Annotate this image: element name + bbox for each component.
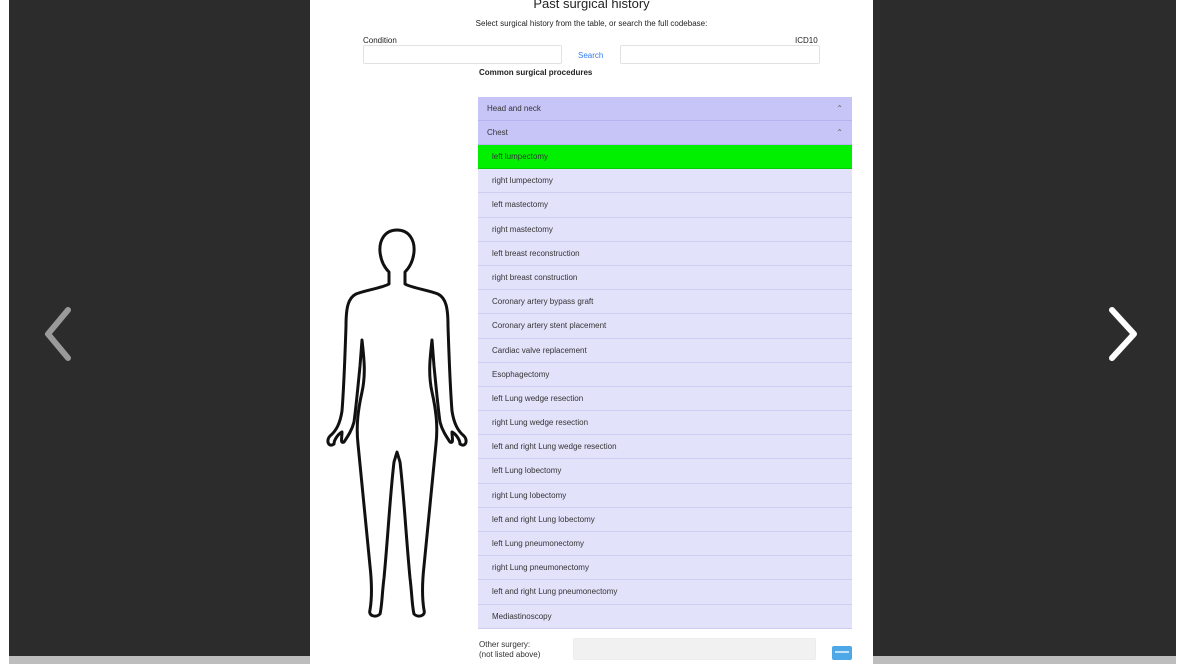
page-title: Past surgical history bbox=[533, 0, 650, 11]
procedure-item[interactable]: Esophagectomy bbox=[478, 363, 852, 387]
other-surgery-label-line1: Other surgery: bbox=[479, 640, 531, 649]
procedure-item[interactable]: left Lung wedge resection bbox=[478, 387, 852, 411]
procedure-item[interactable]: Cardiac valve replacement bbox=[478, 339, 852, 363]
category-head-and-neck[interactable] bbox=[478, 97, 852, 121]
procedure-item[interactable]: Coronary artery bypass graft bbox=[478, 290, 852, 314]
common-procedures-heading: Common surgical procedures bbox=[479, 68, 593, 77]
procedure-item-selected[interactable]: left lumpectomy bbox=[478, 145, 852, 169]
surgical-history-page bbox=[310, 0, 873, 664]
previous-button[interactable] bbox=[40, 304, 80, 364]
procedure-item[interactable]: left Lung pneumonectomy bbox=[478, 532, 852, 556]
other-surgery-input[interactable] bbox=[573, 638, 816, 660]
procedure-item[interactable]: left breast reconstruction bbox=[478, 242, 852, 266]
procedure-item[interactable]: right mastectomy bbox=[478, 218, 852, 242]
icd10-input[interactable] bbox=[620, 45, 820, 64]
category-label: Head and neck bbox=[487, 104, 541, 113]
chevron-up-icon: ⌃ bbox=[836, 104, 843, 113]
procedure-item[interactable]: left Lung lobectomy bbox=[478, 459, 852, 483]
other-surgery-label-line2: (not listed above) bbox=[479, 650, 541, 659]
icd10-label: ICD10 bbox=[795, 36, 818, 45]
procedure-item[interactable]: right lumpectomy bbox=[478, 169, 852, 193]
procedure-item[interactable]: right Lung wedge resection bbox=[478, 411, 852, 435]
procedure-list bbox=[478, 97, 852, 629]
condition-label: Condition bbox=[363, 36, 397, 45]
chevron-right-icon bbox=[1102, 304, 1142, 364]
category-label: Chest bbox=[487, 128, 508, 137]
procedure-item[interactable]: left and right Lung wedge resection bbox=[478, 435, 852, 459]
procedure-item[interactable]: right Lung pneumonectomy bbox=[478, 556, 852, 580]
search-button[interactable]: Search bbox=[578, 51, 604, 60]
condition-input[interactable] bbox=[363, 45, 562, 64]
procedure-item[interactable]: right breast construction bbox=[478, 266, 852, 290]
category-chest[interactable] bbox=[478, 121, 852, 145]
procedure-item[interactable]: Coronary artery stent placement bbox=[478, 314, 852, 338]
procedure-item[interactable]: left and right Lung lobectomy bbox=[478, 508, 852, 532]
keyboard-icon[interactable] bbox=[832, 646, 852, 660]
chevron-left-icon bbox=[40, 304, 80, 364]
body-outline-figure[interactable] bbox=[322, 226, 472, 621]
procedure-item[interactable]: left mastectomy bbox=[478, 193, 852, 217]
chest-procedure-items bbox=[478, 145, 852, 629]
other-surgery-label bbox=[479, 640, 540, 660]
procedure-item[interactable]: left and right Lung pneumonectomy bbox=[478, 580, 852, 604]
next-button[interactable] bbox=[1102, 304, 1142, 364]
chevron-up-icon: ⌃ bbox=[836, 128, 843, 137]
page-subtitle: Select surgical history from the table, or search the full codebase: bbox=[475, 19, 708, 28]
procedure-item[interactable]: right Lung lobectomy bbox=[478, 484, 852, 508]
procedure-item[interactable]: Mediastinoscopy bbox=[478, 605, 852, 629]
